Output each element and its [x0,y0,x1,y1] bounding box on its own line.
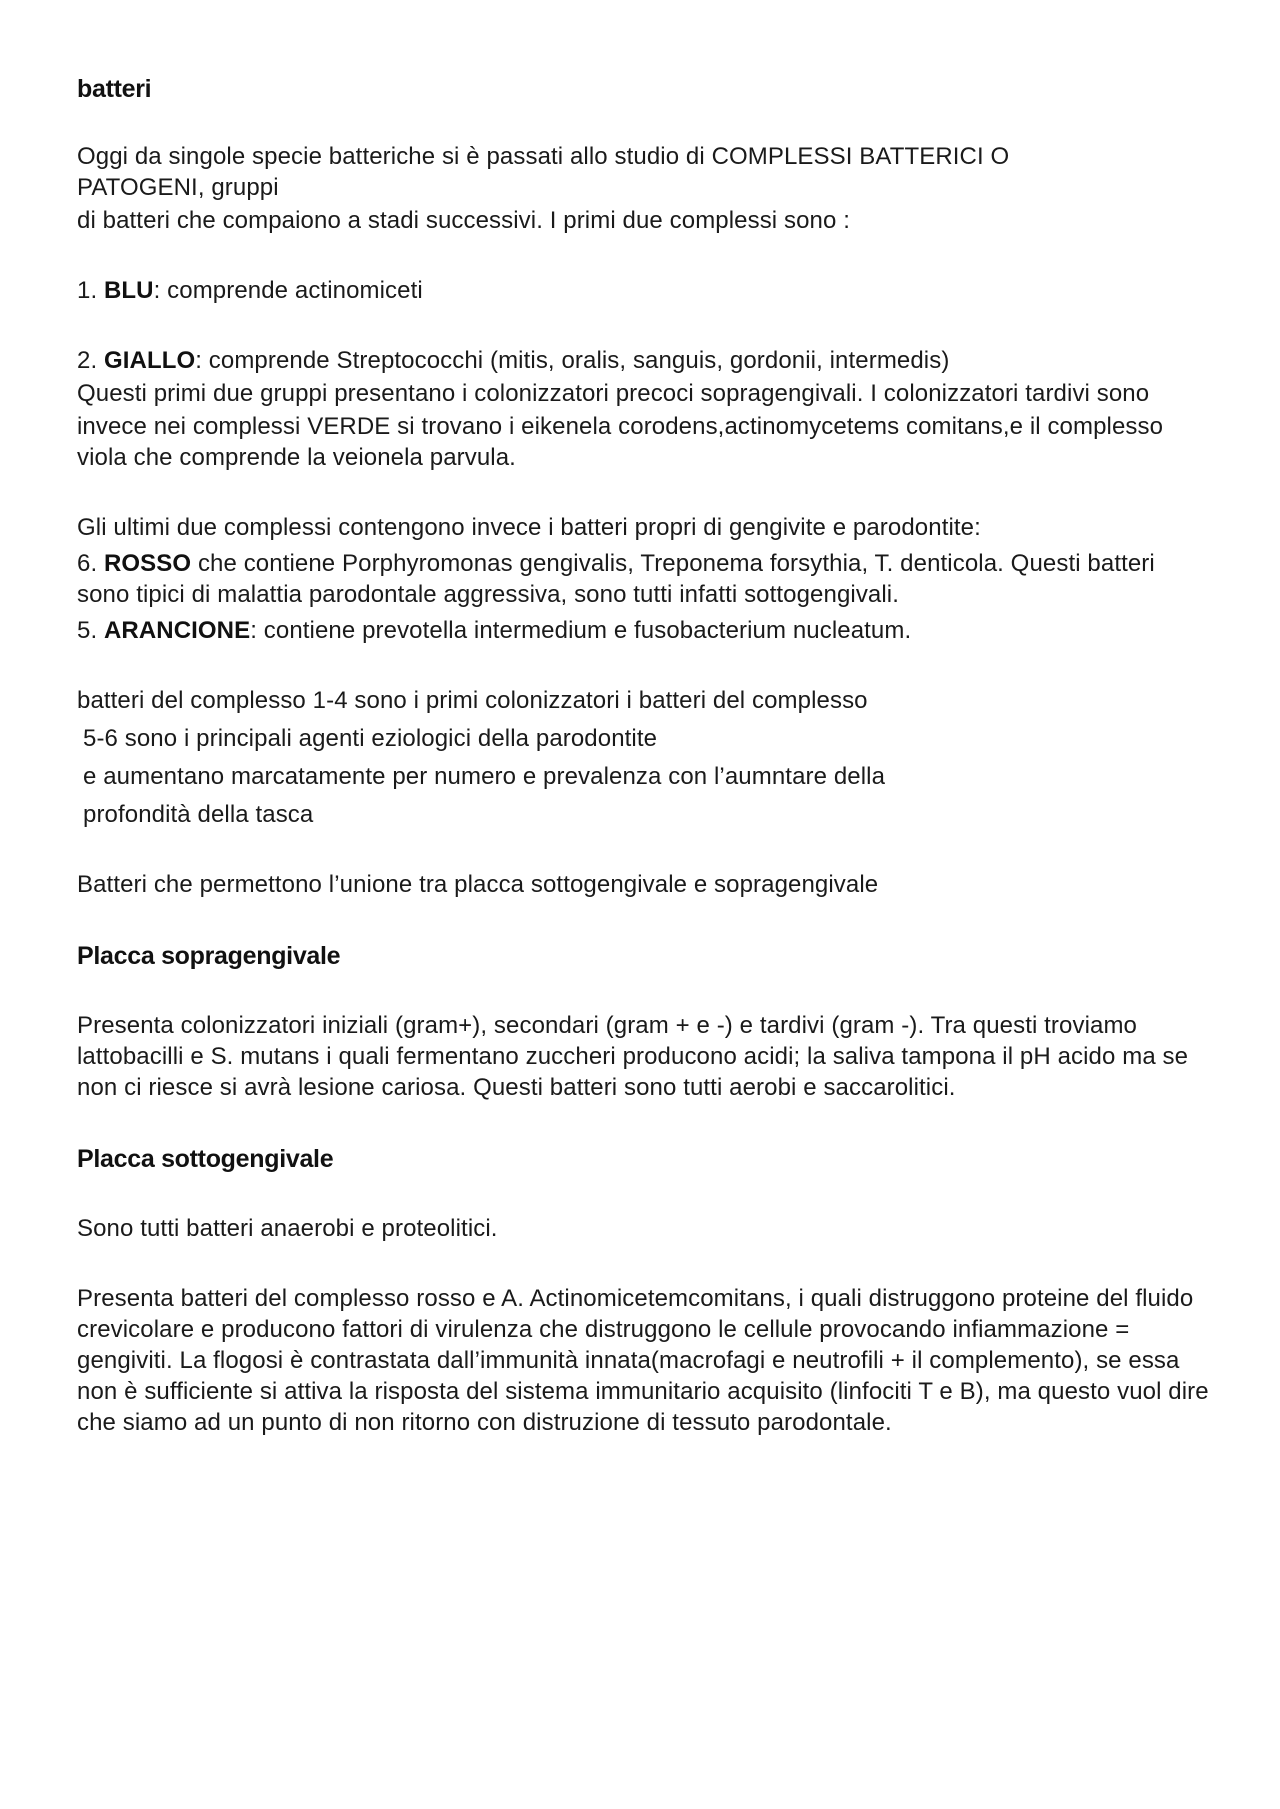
document-title: batteri [77,75,152,103]
intro-paragraph-continued: di batteri che compaiono a stadi successivi. I primi due complessi sono : [77,207,850,234]
complex-item-number: 2. [77,347,104,374]
complex-item-blu [77,275,1217,306]
subgingival-intro-paragraph: Sono tutti batteri anaerobi e proteolitici. [77,1215,498,1242]
supragingival-paragraph: Presenta colonizzatori iniziali (gram+), secondari (gram + e -) e tardivi (gram -). Tra questi troviamo lattobacilli e S. mutans i quali fermentano zuccheri producono acidi; la saliva tampona il pH acido ma se non ci riesce si avrà lesione cariosa. Questi batteri sono tutti aerobi e saccarolitici. [77,1012,1189,1101]
complex-item-giallo [77,345,1217,376]
colonizers-paragraph: Questi primi due gruppi presentano i colonizzatori precoci sopragengivali. I colonizzatori tardivi sono [77,380,1150,407]
intro-paragraph: Oggi da singole specie batteriche si è passati allo studio di COMPLESSI BATTERICI O PATOGENI, gruppi [77,143,1010,201]
complex-name-blu: BLU [103,277,154,304]
section-heading-supragingival: Placca sopragengivale [77,942,341,970]
last-two-complexes-paragraph: Gli ultimi due complessi contengono invece i batteri propri di gengivite e parodontite: [77,514,981,541]
subgingival-detail-paragraph: Presenta batteri del complesso rosso e A. Actinomicetemcomitans, i quali distruggono proteine del fluido crevicolare e producono fattori di virulenza che distruggono le cellule provocando infiammazione = gengiviti. La flogosi è contrastata dall’immunità innata(macrofagi e neutrofili + il complemento), se essa non è sufficiente si attiva la risposta del sistema immunitario acquisito (linfociti T e B), ma questo vuol dire che siamo ad un punto di non ritorno con distruzione di tessuto parodontale. [77,1285,1209,1436]
complex-name-arancione: ARANCIONE [103,617,251,644]
colonizers-paragraph-continued: invece nei complessi VERDE si trovano i eikenela corodens,actinomycetems comitans,e il complesso viola che comprende la veionela parvula. [77,413,1164,471]
complexes-summary-line: 5-6 sono i principali agenti eziologici della parodontite [83,725,658,752]
complex-item-number: 1. [77,277,104,304]
complexes-summary-line: batteri del complesso 1-4 sono i primi colonizzatori i batteri del complesso [77,687,868,714]
complexes-summary-block [77,685,1217,830]
complex-item-text: : contiene prevotella intermedium e fusobacterium nucleatum. [250,617,912,644]
section-heading-subgingival: Placca sottogengivale [77,1145,334,1173]
complex-item-text: che contiene Porphyromonas gengivalis, Treponema forsythia, T. denticola. Questi batteri sono tipici di malattia parodontale aggressiva, sono tutti infatti sottogengivali. [77,550,1155,608]
complex-item-rosso [77,548,1197,610]
complex-item-number: 6. [77,550,104,577]
complex-name-rosso: ROSSO [103,550,192,577]
complex-item-text: : comprende actinomiceti [153,277,423,304]
complexes-summary-line: e aumentano marcatamente per numero e prevalenza con l’aumntare della [83,763,886,790]
complex-name-giallo: GIALLO [103,347,196,374]
complex-item-arancione [77,615,1217,646]
complex-item-number: 5. [77,617,104,644]
plaque-union-paragraph: Batteri che permettono l’unione tra placca sottogengivale e sopragengivale [77,871,879,898]
complex-item-text: : comprende Streptococchi (mitis, oralis, sanguis, gordonii, intermedis) [195,347,950,374]
document-page [77,72,1217,1438]
complexes-summary-line: profondità della tasca [83,801,314,828]
